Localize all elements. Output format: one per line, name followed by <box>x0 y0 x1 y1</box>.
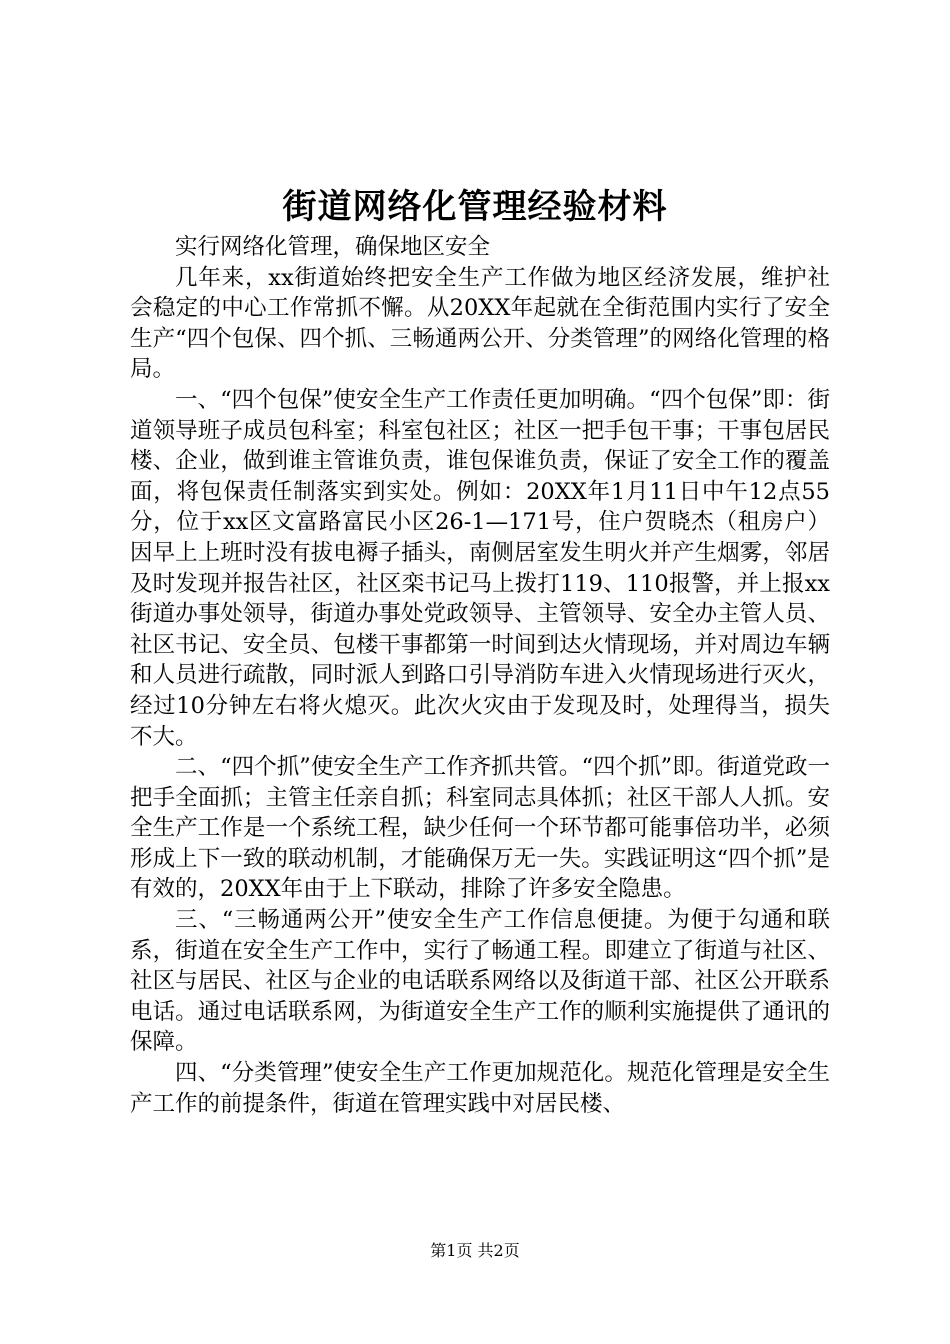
section-three-paragraph: 三、“三畅通两公开”使安全生产工作信息便捷。为便于勾通和联系，街道在安全生产工作中，实行了畅通工程。即建立了街道与社区、社区与居民、社区与企业的电话联系网络以及街道干部、社区公开联系电话。通过电话联系网，为街道安全生产工作的顺利实施提供了通讯的保障。 <box>130 907 830 1056</box>
section-two-paragraph: 二、“四个抓”使安全生产工作齐抓共管。“四个抓”即。街道党政一把手全面抓；主管主任亲自抓；科室同志具体抓；社区干部人人抓。安全生产工作是一个系统工程，缺少任何一个环节都可能事倍功半，必须形成上下一致的联动机制，才能确保万无一失。实践证明这“四个抓”是有效的，20XX年由于上下联动，排除了许多安全隐患。 <box>130 754 830 903</box>
intro-paragraph: 几年来，xx街道始终把安全生产工作做为地区经济发展，维护社会稳定的中心工作常抓不懈。从20XX年起就在全街范围内实行了安全生产“四个包保、四个抓、三畅通两公开、分类管理”的网络化管理的格局。 <box>130 264 830 383</box>
document-title: 街道网络化管理经验材料 <box>282 187 668 227</box>
subtitle-paragraph: 实行网络化管理，确保地区安全 <box>175 234 491 260</box>
page-number-footer: 第1页 共2页 <box>430 1241 520 1260</box>
document-body <box>130 232 830 1119</box>
section-four-paragraph: 四、“分类管理”使安全生产工作更加规范化。规范化管理是安全生产工作的前提条件，街道在管理实践中对居民楼、 <box>130 1060 830 1117</box>
section-one-paragraph: 一、“四个包保”使安全生产工作责任更加明确。“四个包保”即：街道领导班子成员包科室；科室包社区；社区一把手包干事；干事包居民楼、企业，做到谁主管谁负责，谁包保谁负责，保证了安全工作的覆盖面，将包保责任制落实到实处。例如：20XX年1月11日中午12点55分，位于xx区文富路富民小区26-1—171号，住户贺晓杰（租房户）因早上上班时没有拔电褥子插头，南侧居室发生明火并产生烟雾，邻居及时发现并报告社区，社区栾书记马上拨打119、110报警，并上报xx街道办事处领导，街道办事处党政领导、主管领导、安全办主管人员、社区书记、安全员、包楼干事都第一时间到达火情现场，并对周边车辆和人员进行疏散，同时派人到路口引导消防车进入火情现场进行灭火，经过10分钟左右将火熄灭。此次火灾由于发现及时，处理得当，损失不大。 <box>130 386 830 750</box>
